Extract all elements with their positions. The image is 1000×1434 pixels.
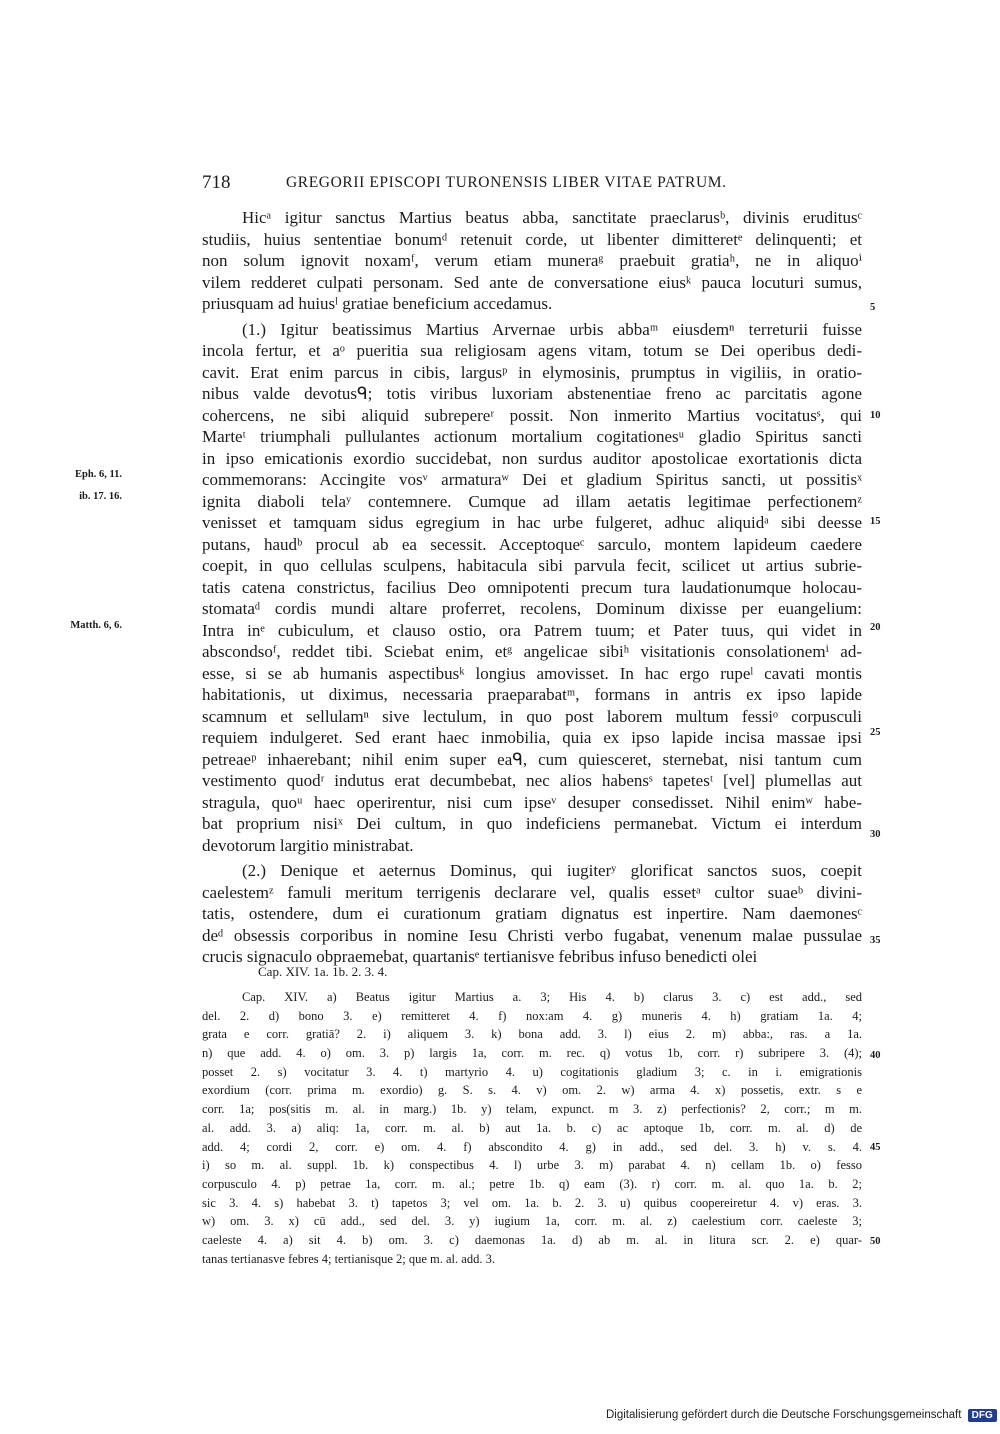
text-line: petreaeᵖ inhaerebant; nihil enim super eaᑫ, cum quiesceret, sternebat, nisi tantum cum xyxy=(202,749,862,769)
text-line: coepit, in quo cellulas sculpens, habitacula sibi parvula fecit, scilicet ut artius subrie- xyxy=(202,556,862,575)
line-number: 35 xyxy=(870,935,881,946)
margin-ref-ib: ib. 17. 16. xyxy=(79,491,122,502)
apparatus-line: posset 2. s) vocitatur 3. 4. t) martyrio 4. u) cogitationis gladium 3; c. in i. emigrationis xyxy=(202,1064,862,1079)
text-line: ignita diaboli telaʸ contemnere. Cumque ad illam aetatis legitimae perfectionemᶻ xyxy=(202,491,862,511)
line-number: 50 xyxy=(870,1236,881,1247)
text-line: nibus valde devotusᑫ; totis viribus luxoriam abstenentiae freno ac parcitatis agone xyxy=(202,384,862,403)
text-line: in ipso emicationis exordio succidebat, non surdus auditor apostolicae exortationis dicta xyxy=(202,448,862,468)
text-line: devotorum largitio ministrabat. xyxy=(202,835,414,855)
text-line: Marteᵗ triumphali pullulantes actionum mortalium cogitationesᵘ gladio Spiritus sancti xyxy=(202,427,862,446)
line-number: 10 xyxy=(870,410,881,421)
apparatus-line: tanas tertianasve febres 4; tertianisque 2; que m. al. add. 3. xyxy=(202,1251,495,1266)
running-head: GREGORII EPISCOPI TURONENSIS LIBER VITAE PATRUM. xyxy=(286,174,727,191)
text-line: abscondsoᶠ, reddet tibi. Sciebat enim, etᵍ angelicae sibiʰ visitationis consolationemⁱ ad- xyxy=(202,642,862,661)
apparatus-line: n) que add. 4. o) om. 3. p) largis 1a, corr. m. rec. q) votus 1b, corr. r) subripere 3. (4); xyxy=(202,1046,862,1061)
text-line: (2.) Denique et aeternus Dominus, qui iugiterʸ glorificat sanctos suos, coepit xyxy=(242,861,862,880)
text-line: studiis, huius sententiae bonumᵈ retenuit corde, ut libenter dimitteretᵉ delinquenti; et xyxy=(202,229,862,249)
dfg-logo: DFG xyxy=(968,1409,997,1422)
text-line: requiem indulgeret. Sed erant haec inmobilia, quia ex ipso lapide incisa massae ipsi xyxy=(202,728,862,747)
text-line: esse, si se ab humanis aspectibusᵏ longius amovisset. In hac ergo rupeˡ cavati montis xyxy=(202,663,862,683)
line-number: 45 xyxy=(870,1142,881,1153)
text-line: caelestemᶻ famuli meritum terrigenis declarare vel, qualis essetᵃ cultor suaeᵇ divini- xyxy=(202,882,862,902)
apparatus-line: add. 4; cordi 2, corr. e) om. 4. f) abscondito 4. g) in add., sed del. 3. h) v. s. 4. xyxy=(202,1139,862,1154)
apparatus-header: Cap. XIV. 1a. 1b. 2. 3. 4. xyxy=(258,964,388,979)
line-number: 30 xyxy=(870,829,881,840)
line-number: 40 xyxy=(870,1050,881,1061)
text-line: cavit. Erat enim parcus in cibis, largusᵖ in elymosinis, prumptus in vigiliis, in oratio- xyxy=(202,362,862,382)
text-line: (1.) Igitur beatissimus Martius Arvernae urbis abbaᵐ eiusdemⁿ terreturii fuisse xyxy=(242,319,862,339)
apparatus-line: corr. 1a; pos(sitis m. al. in marg.) 1b. y) telam, expunct. m 3. z) perfectionis? 2, corr.; m m. xyxy=(202,1102,862,1117)
apparatus-line: Cap. XIV. a) Beatus igitur Martius a. 3; His 4. b) clarus 3. c) est add., sed xyxy=(242,990,862,1004)
text-line: putans, haudᵇ procul ab ea secessit. Acceptoqueᶜ sarculo, montem lapideum caedere xyxy=(202,534,862,554)
text-line: venisset et tamquam sidus egregium in hac urbe fulgeret, adhuc aliquidᵃ sibi deesse xyxy=(202,513,862,532)
text-line: incola fertur, et aᵒ pueritia sua religiosam agens vitam, totum se Dei operibus dedi- xyxy=(202,341,862,360)
main-text xyxy=(202,207,862,968)
text-line: tatis catena constrictus, facilius Deo omnipotenti precum tura laudationumque holocau- xyxy=(202,577,862,597)
text-line: Intra inᵉ cubiculum, et clauso ostio, ora Patrem tuum; et Pater tuus, qui videt in xyxy=(202,620,862,640)
text-line: vestimento quodʳ indutus erat decumbebat, nec alios habensˢ tapetesᵗ [vel] plumellas aut xyxy=(202,771,862,790)
text-line: deᵈ obsessis corporibus in nomine Iesu Christi verbo fugabat, venenum malae pussulae xyxy=(202,925,862,945)
apparatus-line: corpusculo 4. p) petrae 1a, corr. m. al.; petre 1b. q) eam (3). r) corr. m. al. quo 1a. b. 2; xyxy=(202,1176,862,1191)
margin-ref-matth: Matth. 6, 6. xyxy=(70,620,122,631)
text-line: commemorans: Accingite vosᵛ armaturaʷ Dei et gladium Spiritus sancti, ut possitisˣ xyxy=(202,470,862,489)
line-number: 25 xyxy=(870,727,881,738)
text-line: scamnum et sellulamⁿ sive lectulum, in quo post laborem multum fessiᵒ corpusculi xyxy=(202,706,862,726)
text-line: cohercens, ne sibi aliquid subrepereʳ possit. Non inmerito Martius vocitatusˢ, qui xyxy=(202,405,862,425)
margin-ref-eph: Eph. 6, 11. xyxy=(75,469,122,480)
apparatus-line: caeleste 4. a) sit 4. b) om. 3. c) daemonas 1a. d) ab m. al. in litura scr. 2. e) quar- xyxy=(202,1232,862,1247)
text-line: crucis signaculo obpraemebat, quartanisᵉ tertianisve febribus infuso benedicti olei xyxy=(202,947,758,966)
text-line: bat proprium nisiˣ Dei cultum, in quo indeficiens permanebat. Victum ei interdum xyxy=(202,814,862,833)
text-line: habitationis, ut diximus, necessaria praeparabatᵐ, formans in antris ex ipso lapide xyxy=(202,685,862,704)
text-line: stomataᵈ cordis mundi altare proferret, recolens, Dominum dixisse per euangelium: xyxy=(202,599,862,618)
apparatus-line: del. 2. d) bono 3. e) remitteret 4. f) nox:am 4. g) muneris 4. h) gratiam 1a. 4; xyxy=(202,1008,862,1023)
line-number: 15 xyxy=(870,516,881,527)
text-line: stragula, quoᵘ haec operirentur, nisi cum ipseᵛ desuper consedisset. Nihil enimʷ habe- xyxy=(202,792,862,812)
text-line: vilem redderet culpati personam. Sed ante de conversatione eiusᵏ pauca locuturi sumus, xyxy=(202,272,862,292)
footer-text: Digitalisierung gefördert durch die Deutsche Forschungsgemeinschaft xyxy=(606,1409,962,1421)
page-number: 718 xyxy=(202,172,231,193)
apparatus-line: sic 3. 4. s) habebat 3. t) tapetos 3; vel om. 1a. b. 2. 3. u) quibus coopereiretur 4. v) eras. 3. xyxy=(202,1195,862,1210)
apparatus-line: exordium (corr. prima m. exordio) g. S. s. 4. v) om. 2. w) arma 4. x) possetis, extr. s e xyxy=(202,1083,862,1098)
line-number: 20 xyxy=(870,622,881,633)
text-line: Hicᵃ igitur sanctus Martius beatus abba, sanctitate praeclarusᵇ, divinis eruditusᶜ xyxy=(242,208,862,227)
text-line: tatis, ostendere, dum ei curationum gratiam dignatus est inpertire. Nam daemonesᶜ xyxy=(202,904,862,923)
footer-credit xyxy=(606,1409,997,1422)
line-number: 5 xyxy=(870,302,876,313)
critical-apparatus xyxy=(202,988,862,1268)
text-line: priusquam ad huiusˡ gratiae beneficium accedamus. xyxy=(202,294,553,313)
apparatus-line: w) om. 3. x) cū add., sed del. 3. y) iugium 1a, corr. m. al. z) caelestium corr. caeleste 3; xyxy=(202,1214,862,1229)
apparatus-line: grata e corr. gratiā? 2. i) aliquem 3. k) bona add. 3. l) eius 2. m) abba:, ras. a 1a. xyxy=(202,1027,862,1042)
apparatus-line: al. add. 3. a) aliq: 1a, corr. m. al. b) aut 1a. b. c) ac aptoque 1b, corr. m. al. d) de xyxy=(202,1120,862,1135)
apparatus-line: i) so m. al. suppl. 1b. k) conspectibus 4. l) urbe 3. m) parabat 4. n) cellam 1b. o) fesso xyxy=(202,1158,862,1173)
text-line: non solum ignovit noxamᶠ, verum etiam muneraᵍ praebuit gratiaʰ, ne in aliquoⁱ xyxy=(202,251,862,270)
